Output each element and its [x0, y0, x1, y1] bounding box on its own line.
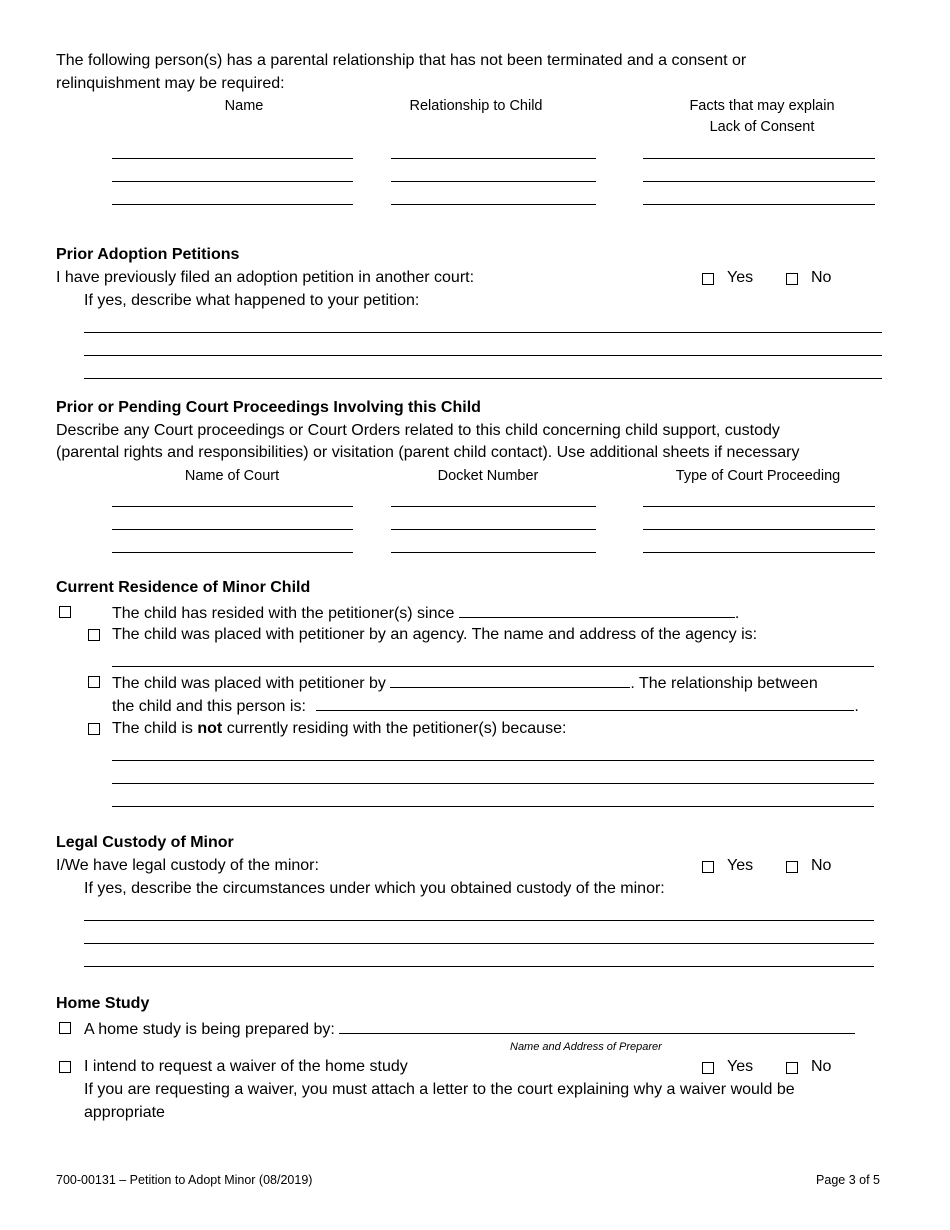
custody-no-label: No [811, 857, 832, 874]
footer-form-id: 700-00131 – Petition to Adopt Minor (08/2019) [56, 1173, 313, 1187]
footer-page-number: Page 3 of 5 [816, 1173, 880, 1187]
prior-adoption-yes-checkbox[interactable] [702, 273, 714, 285]
proceeding-type-field-3[interactable] [643, 552, 875, 553]
prior-adoption-question: I have previously filed an adoption petition in another court: [56, 269, 475, 286]
intro-line-2: relinquishment may be required: [56, 75, 285, 92]
facts-field-1[interactable] [643, 158, 875, 159]
custody-followup: If yes, describe the circumstances under which you obtained custody of the minor: [84, 880, 665, 897]
col-header-court: Name of Court [184, 468, 280, 484]
waiver-note-2: appropriate [84, 1104, 165, 1121]
name-field-3[interactable] [112, 204, 353, 205]
col-header-docket: Docket Number [437, 468, 539, 484]
col-header-relationship: Relationship to Child [409, 98, 543, 114]
relationship-row: the child and this person is: . [112, 698, 859, 715]
section-heading-prior-proceedings: Prior or Pending Court Proceedings Involving this Child [56, 399, 481, 416]
residence-since-date-field[interactable] [459, 603, 735, 618]
docket-field-2[interactable] [391, 529, 596, 530]
relationship-field-2[interactable] [391, 181, 596, 182]
waiver-no-checkbox[interactable] [786, 1062, 798, 1074]
placed-by-person-field[interactable] [390, 673, 630, 688]
custody-yes-checkbox[interactable] [702, 861, 714, 873]
placed-by-agency-text: The child was placed with petitioner by an agency. The name and address of the agency is: [112, 626, 758, 643]
not-residing-reason-line-3[interactable] [112, 806, 874, 807]
custody-circumstances-line-3[interactable] [84, 966, 874, 967]
prior-adoption-description-line-2[interactable] [84, 355, 882, 356]
facts-field-2[interactable] [643, 181, 875, 182]
custody-circumstances-line-2[interactable] [84, 943, 874, 944]
col-header-proceeding-type: Type of Court Proceeding [675, 468, 841, 484]
col-header-name: Name [224, 98, 264, 114]
custody-question: I/We have legal custody of the minor: [56, 857, 319, 874]
not-residing-checkbox[interactable] [88, 723, 100, 735]
prior-adoption-description-line-3[interactable] [84, 378, 882, 379]
custody-no-checkbox[interactable] [786, 861, 798, 873]
waiver-note-1: If you are requesting a waiver, you must attach a letter to the court explaining why a waiver would be [84, 1081, 795, 1098]
prior-adoption-no-checkbox[interactable] [786, 273, 798, 285]
residence-since-checkbox[interactable] [59, 606, 71, 618]
court-field-3[interactable] [112, 552, 353, 553]
placed-by-person-checkbox[interactable] [88, 676, 100, 688]
court-field-2[interactable] [112, 529, 353, 530]
prior-proceedings-desc-2: (parental rights and responsibilities) or visitation (parent child contact). Use additional sheets if necessary [56, 444, 800, 461]
preparer-caption: Name and Address of Preparer [510, 1041, 662, 1053]
relationship-field-3[interactable] [391, 204, 596, 205]
proceeding-type-field-1[interactable] [643, 506, 875, 507]
waiver-yes-label: Yes [727, 1058, 754, 1075]
name-field-1[interactable] [112, 158, 353, 159]
docket-field-3[interactable] [391, 552, 596, 553]
not-residing-reason-line-1[interactable] [112, 760, 874, 761]
relationship-field-1[interactable] [391, 158, 596, 159]
section-heading-prior-adoption: Prior Adoption Petitions [56, 246, 240, 263]
custody-circumstances-line-1[interactable] [84, 920, 874, 921]
placed-by-person-row: The child was placed with petitioner by . The relationship between [112, 675, 818, 692]
not-residing-reason-line-2[interactable] [112, 783, 874, 784]
home-study-prepared-checkbox[interactable] [59, 1022, 71, 1034]
prior-adoption-followup: If yes, describe what happened to your petition: [84, 292, 420, 309]
waiver-text: I intend to request a waiver of the home study [84, 1058, 408, 1075]
waiver-checkbox[interactable] [59, 1061, 71, 1073]
facts-field-3[interactable] [643, 204, 875, 205]
section-heading-custody: Legal Custody of Minor [56, 834, 234, 851]
waiver-no-label: No [811, 1058, 832, 1075]
prior-adoption-no-label: No [811, 269, 832, 286]
col-header-facts: Facts that may explain Lack of Consent [689, 98, 835, 135]
preparer-name-address-field[interactable] [339, 1019, 855, 1034]
home-study-prepared-row: A home study is being prepared by: [84, 1019, 855, 1039]
agency-name-address-field[interactable] [112, 666, 874, 667]
waiver-yes-checkbox[interactable] [702, 1062, 714, 1074]
prior-proceedings-desc-1: Describe any Court proceedings or Court Orders related to this child concerning child support, custody [56, 422, 780, 439]
person-relationship-field[interactable] [316, 696, 854, 711]
placed-by-agency-checkbox[interactable] [88, 629, 100, 641]
prior-adoption-description-line-1[interactable] [84, 332, 882, 333]
not-residing-text: The child is not currently residing with the petitioner(s) because: [112, 720, 567, 737]
docket-field-1[interactable] [391, 506, 596, 507]
intro-line-1: The following person(s) has a parental relationship that has not been terminated and a consent or [56, 52, 747, 69]
court-field-1[interactable] [112, 506, 353, 507]
section-heading-residence: Current Residence of Minor Child [56, 579, 311, 596]
name-field-2[interactable] [112, 181, 353, 182]
custody-yes-label: Yes [727, 857, 754, 874]
prior-adoption-yes-label: Yes [727, 269, 754, 286]
residence-since-row: The child has resided with the petitioner(s) since . [112, 605, 740, 622]
proceeding-type-field-2[interactable] [643, 529, 875, 530]
section-heading-home-study: Home Study [56, 995, 150, 1012]
